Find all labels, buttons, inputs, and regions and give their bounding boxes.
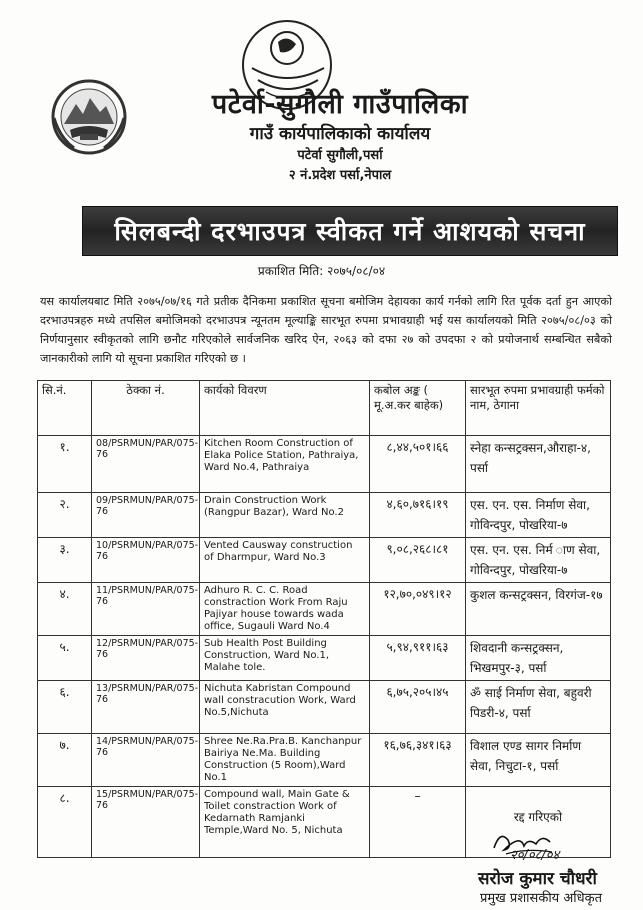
cell-firm: विशाल एण्ड सागर निर्माण सेवा, निचुटा-१, पर्सा xyxy=(466,734,611,787)
cell-description: Sub Health Post Building Construction, Ward No.1, Malahe tole. xyxy=(200,636,370,681)
table-row xyxy=(38,493,611,538)
signatory-name: सरोज कुमार चौधरी xyxy=(478,869,597,889)
cell-contract-no: 11/PSRMUN/PAR/075-76 xyxy=(92,583,200,636)
published-date: प्रकाशित मिति: २०७५/०८/०४ xyxy=(257,264,386,278)
header-sn: सि.नं. xyxy=(38,381,92,436)
cell-description: Nichuta Kabristan Compound wall constracution Work, Ward No.5,Nichuta xyxy=(200,681,370,734)
cell-firm: ॐ साई निर्माण सेवा, बहुवरी पिडरी-४, पर्सा xyxy=(466,681,611,734)
cell-description: Shree Ne.Ra.Pra.B. Kanchanpur Bairiya Ne.Ma. Building Construction (5 Room),Ward No.1 xyxy=(200,734,370,787)
notice-title: सिलबन्दी दरभाउपत्र स्वीकत गर्ने आशयको सचना xyxy=(114,217,586,246)
cell-sn: ६. xyxy=(38,681,92,734)
header-description: कार्यको विवरण xyxy=(200,381,370,436)
table-row xyxy=(38,681,611,734)
cell-contract-no: 10/PSRMUN/PAR/075-76 xyxy=(92,538,200,583)
cell-firm: एस. एन. एस. निर्म ाण सेवा, गोविन्दपुर, पोखरिया-७ xyxy=(466,538,611,583)
municipality-title: पटेर्वा-सुगौली गाउँपालिका xyxy=(211,89,469,120)
intro-paragraph: यस कार्यालयबाट मिति २०७५/०७/१६ गते प्रतीक दैनिकमा प्रकाशित सूचना बमोजिम देहायका कार्य गर्नको लागि रित पूर्वक दर्ता हुन आएको दरभाउपत्रहरु मध्ये तपसिल बमोजिमको दरभाउपत्र न्यूनतम मूल्याङ्कि सारभूत रुपमा प्रभावग्राही भई यस कार्यालयको मिति २०७५/०८/०३ को निर्णयानुसार स्वीकृतको लागि छनौट गरिएकोले सार्वजनिक खरिद ऐन, २०६३ को दफा २७ को उपदफा २ को प्रयोजनार्थ सम्बन्धित सबैको जानकारीको लागि यो सूचना प्रकाशित गरिएको छ । xyxy=(40,295,612,365)
cell-contract-no: 12/PSRMUN/PAR/075-76 xyxy=(92,636,200,681)
cell-amount: – xyxy=(370,787,466,858)
cell-amount: ५,९४,९११।६३ xyxy=(370,636,466,681)
cell-description: Kitchen Room Construction of Elaka Police Station, Pathraiya, Ward No.4, Pathraiya xyxy=(200,436,370,493)
table-row xyxy=(38,583,611,636)
nepal-emblem-icon xyxy=(50,78,128,156)
cell-amount: १६,७६,३४१।६३ xyxy=(370,734,466,787)
cell-sn: १. xyxy=(38,436,92,493)
cell-sn: ४. xyxy=(38,583,92,636)
table-row xyxy=(38,436,611,493)
cell-sn: ८. xyxy=(38,787,92,858)
cell-firm: एस. एन. एस. निर्माण सेवा, गोविन्दपुर, पोखरिया-७ xyxy=(466,493,611,538)
cell-contract-no: 13/PSRMUN/PAR/075-76 xyxy=(92,681,200,734)
cell-contract-no: 09/PSRMUN/PAR/075-76 xyxy=(92,493,200,538)
cell-sn: ७. xyxy=(38,734,92,787)
bids-table xyxy=(37,380,611,858)
cell-firm: कुशल कन्सट्रक्सन, विरगंज-१७ xyxy=(466,583,611,636)
header-firm: सारभूत रुपमा प्रभावग्राही फर्मको नाम, ठेगाना xyxy=(466,381,611,436)
notice-banner xyxy=(82,206,618,256)
signatory-title: प्रमुख प्रशासकीय अधिकृत xyxy=(480,891,603,906)
cell-contract-no: 15/PSRMUN/PAR/075-76 xyxy=(92,787,200,858)
header-amount: कबोल अङ्क ( मू.अ.कर बाहेक) xyxy=(370,381,466,436)
table-row xyxy=(38,538,611,583)
cell-amount: ६,७५,२०५।४५ xyxy=(370,681,466,734)
cell-amount: ९,०८,२६८।८१ xyxy=(370,538,466,583)
header-contract-no: ठेक्का नं. xyxy=(92,381,200,436)
cell-contract-no: 14/PSRMUN/PAR/075-76 xyxy=(92,734,200,787)
letterhead xyxy=(130,88,550,186)
cell-sn: २. xyxy=(38,493,92,538)
cell-firm: स्नेहा कन्सट्रक्सन,औराहा-४, पर्सा xyxy=(466,436,611,493)
cell-amount: ८,४४,५०१।६६ xyxy=(370,436,466,493)
cell-amount: ४,६०,७१६।१९ xyxy=(370,493,466,538)
table-header-row xyxy=(38,381,611,436)
signature-date: २०/०८/०४ xyxy=(510,848,560,863)
cell-contract-no: 08/PSRMUN/PAR/075-76 xyxy=(92,436,200,493)
province-address: २ नं.प्रदेश पर्सा,नेपाल xyxy=(288,168,392,183)
office-address: पटेर्वा सुगौली,पर्सा xyxy=(297,148,383,163)
cell-sn: ५. xyxy=(38,636,92,681)
table-row xyxy=(38,636,611,681)
cell-sn: ३. xyxy=(38,538,92,583)
cell-amount: १२,७०,०४९।१२ xyxy=(370,583,466,636)
cell-description: Compound wall, Main Gate & Toilet constraction Work of Kedarnath Ramjanki Temple,Ward No. 5, Nichuta xyxy=(200,787,370,858)
cell-description: Adhuro R. C. C. Road constraction Work From Raju Pajiyar house towards wada office, Sugauli Ward No.4 xyxy=(200,583,370,636)
cell-description: Drain Construction Work (Rangpur Bazar), Ward No.2 xyxy=(200,493,370,538)
cell-description: Vented Causway construction of Dharmpur, Ward No.3 xyxy=(200,538,370,583)
cell-firm: शिवदानी कन्सट्रक्सन, भिखमपुर-३, पर्सा xyxy=(466,636,611,681)
cell-firm: रद्द गरिएको xyxy=(466,787,611,858)
office-name: गाउँ कार्यपालिकाको कार्यालय xyxy=(249,124,431,144)
table-row xyxy=(38,734,611,787)
